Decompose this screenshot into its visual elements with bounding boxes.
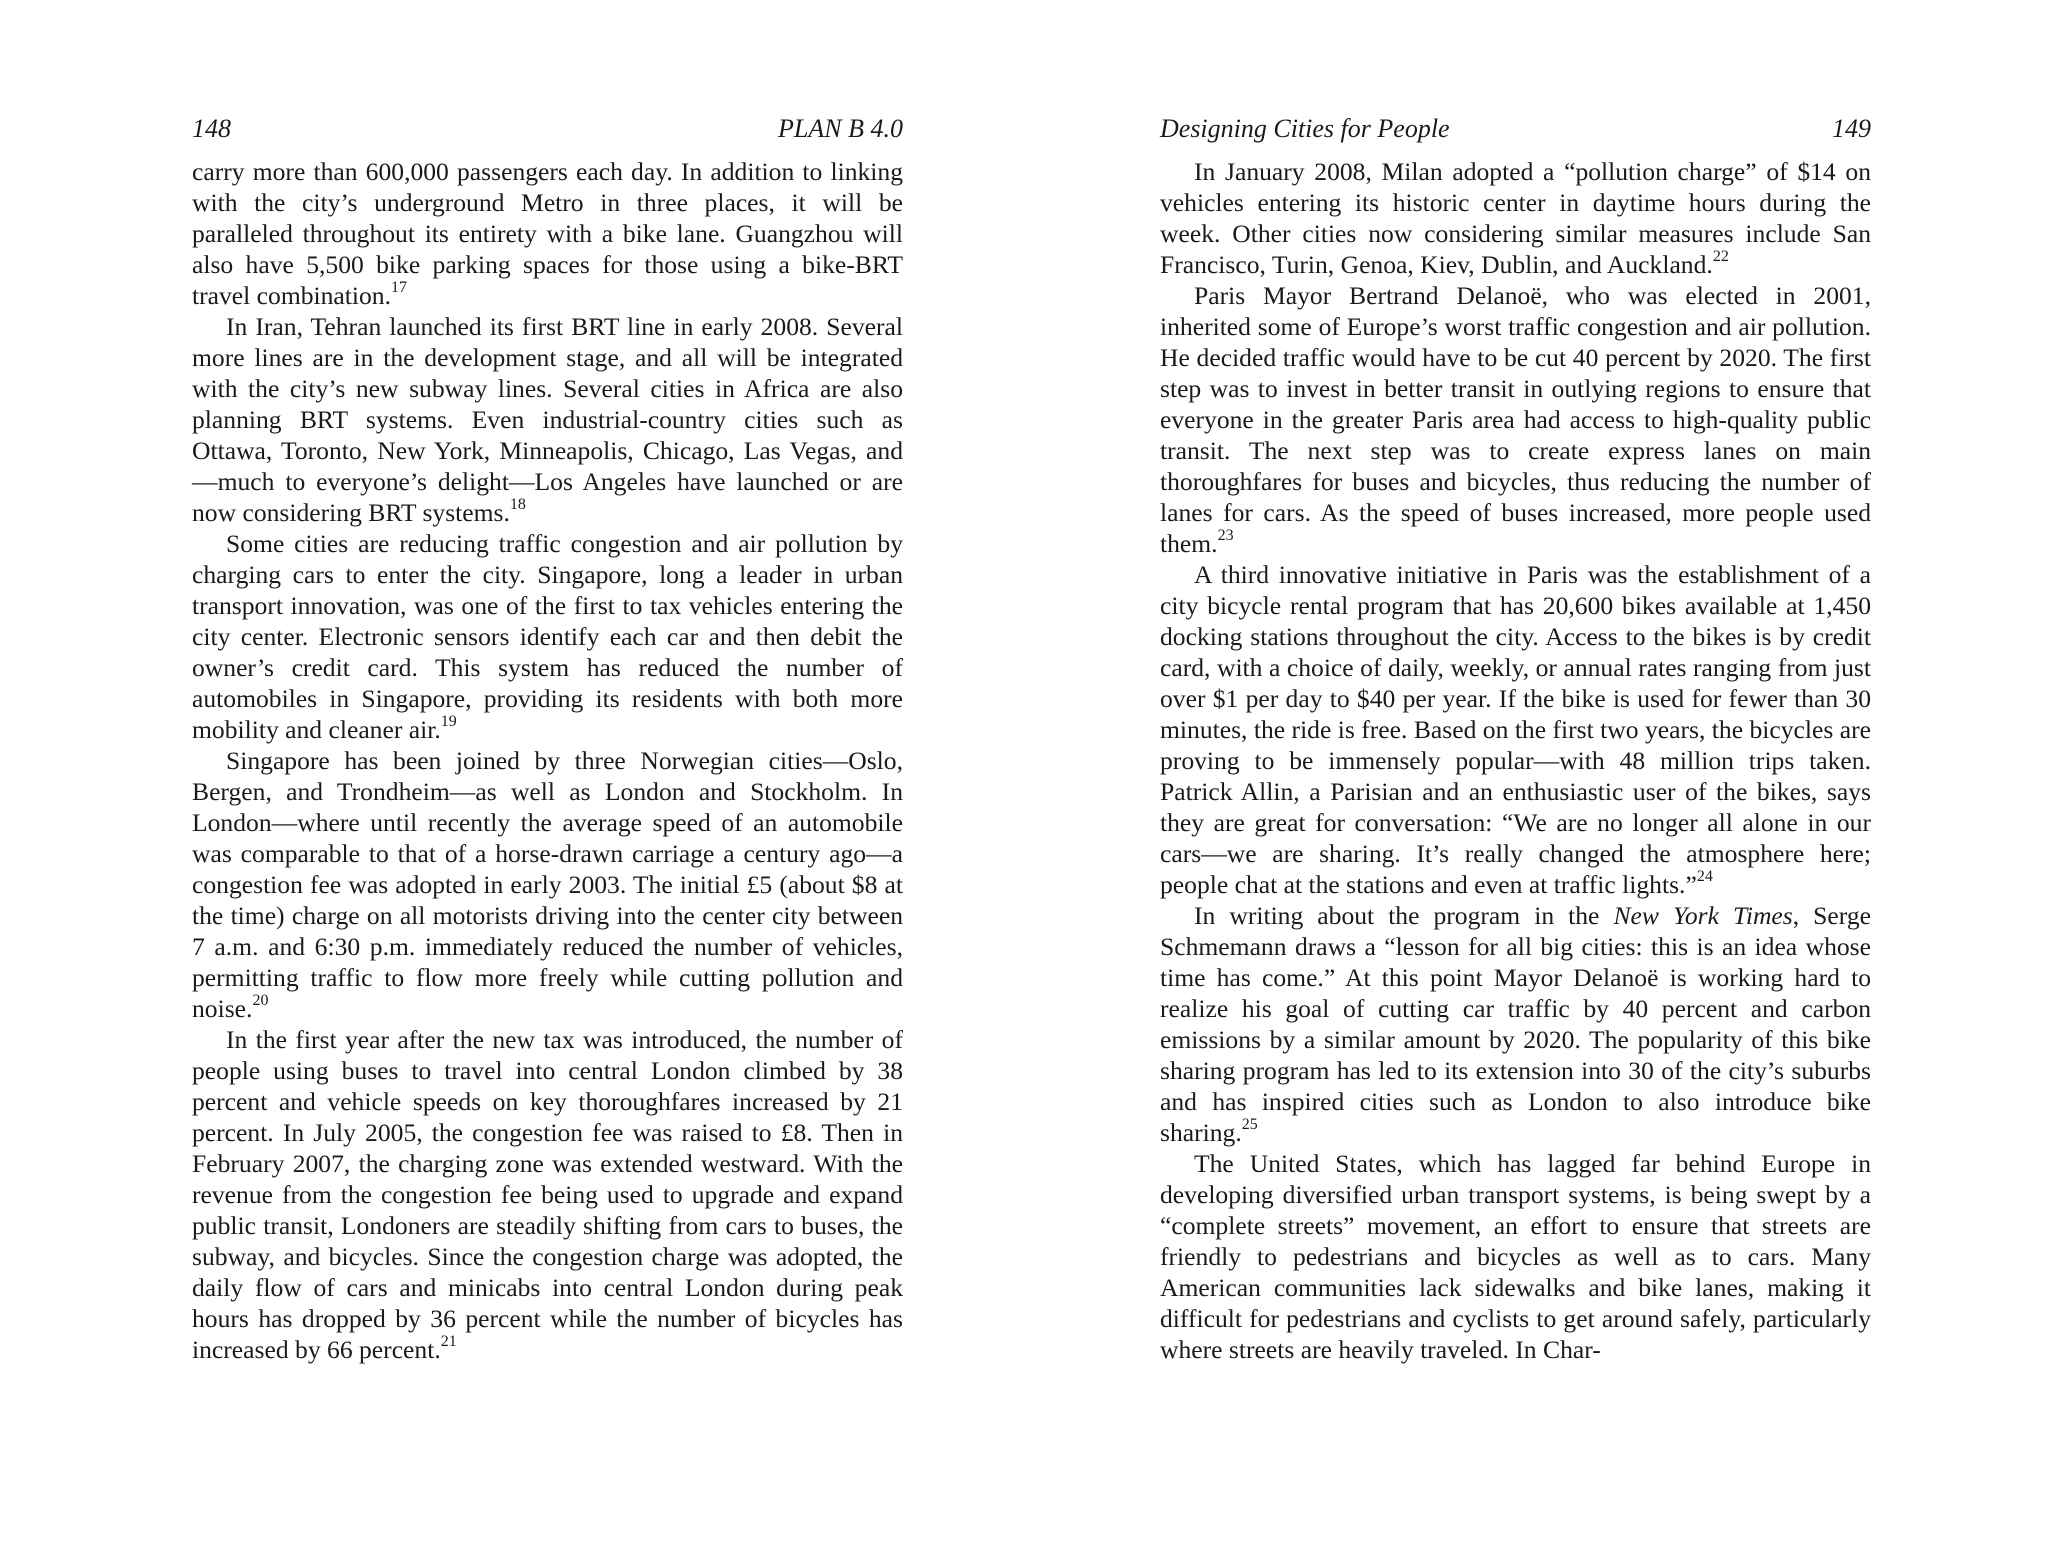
page-number: 149 (1832, 114, 1871, 143)
endnote-ref: 20 (252, 992, 269, 1010)
paragraph (1160, 1148, 1871, 1365)
running-head-title: PLAN B 4.0 (778, 114, 903, 143)
running-head-left (192, 112, 903, 146)
endnote-ref: 18 (509, 496, 526, 514)
endnote-ref: 25 (1241, 1116, 1258, 1134)
left-body-text (192, 156, 903, 1365)
paragraph (1160, 900, 1871, 1148)
paragraph-text: , Serge Schmemann draws a “lesson for all big cities: this is an idea whose time has come.” At this point Mayor Delanoë is working hard to realize his goal of cutting car traffic by 40 percent and carbon emissions by a similar amount by 2020. The popularity of this bike sharing program has led to its extension into 30 of the city’s suburbs and has inspired cities such as London to also introduce bike sharing. (1160, 901, 1871, 1147)
paragraph (192, 528, 903, 745)
paragraph-text: In Iran, Tehran launched its first BRT line in early 2008. Several more lines are in the development stage, and all will be integrated with the city’s new subway lines. Several cities in Africa are also planning BRT systems. Even industrial-country cities such as Ottawa, Toronto, New York, Minneapolis, Chicago, Las Vegas, and—much to everyone’s delight—Los Angeles have launched or are now considering BRT systems. (192, 312, 903, 527)
endnote-ref: 21 (440, 1333, 457, 1351)
paragraph-text: Some cities are reducing traffic congestion and air pollution by charging cars to enter the city. Singapore, long a leader in urban transport innovation, was one of the first to tax vehicles entering the city center. Electronic sensors identify each car and then debit the owner’s credit card. This system has reduced the number of automobiles in Singapore, providing its residents with both more mobility and cleaner air. (192, 529, 903, 744)
paragraph (1160, 559, 1871, 900)
paragraph-text: Singapore has been joined by three Norwegian cities—Oslo, Bergen, and Trondheim—as well as London and Stockholm. In London—where until recently the average speed of an automobile was comparable to that of a horse-drawn carriage a century ago—a congestion fee was adopted in early 2003. The initial £5 (about $8 at the time) charge on all motorists driving into the center city between 7 a.m. and 6:30 p.m. immediately reduced the number of vehicles, permitting traffic to flow more freely while cutting pollution and noise. (192, 746, 903, 1023)
endnote-ref: 17 (391, 279, 408, 297)
endnote-ref: 19 (440, 713, 457, 731)
publication-title: New York Times (1613, 901, 1793, 930)
paragraph (1160, 280, 1871, 559)
paragraph-text: In January 2008, Milan adopted a “pollution charge” of $14 on vehicles entering its historic center in daytime hours during the week. Other cities now considering similar measures include San Francisco, Turin, Genoa, Kiev, Dublin, and Auckland. (1160, 157, 1871, 279)
paragraph (192, 745, 903, 1024)
running-head-right (1160, 112, 1871, 146)
paragraph-text: In the first year after the new tax was introduced, the number of people using buses to travel into central London climbed by 38 percent and vehicle speeds on key thoroughfares increased by 21 percent. In July 2005, the congestion fee was raised to £8. Then in February 2007, the charging zone was extended westward. With the revenue from the congestion fee being used to upgrade and expand public transit, Londoners are steadily shifting from cars to buses, the subway, and bicycles. Since the congestion charge was adopted, the daily flow of cars and minicabs into central London during peak hours has dropped by 36 percent while the number of bicycles has increased by 66 percent. (192, 1025, 903, 1364)
endnote-ref: 22 (1712, 248, 1729, 266)
paragraph (192, 1024, 903, 1365)
page-number: 148 (192, 114, 231, 143)
paragraph (1160, 156, 1871, 280)
running-head-title: Designing Cities for People (1160, 114, 1450, 143)
left-page (192, 112, 903, 1365)
paragraph-text: A third innovative initiative in Paris was the establishment of a city bicycle rental program that has 20,600 bikes available at 1,450 docking stations throughout the city. Access to the bikes is by credit card, with a choice of daily, weekly, or annual rates ranging from just over $1 per day to $40 per year. If the bike is used for fewer than 30 minutes, the ride is free. Based on the first two years, the bicycles are proving to be immensely popular—with 48 million trips taken. Patrick Allin, a Parisian and an enthusiastic user of the bikes, says they are great for conversation: “We are no longer all alone in our cars—we are sharing. It’s really changed the atmosphere here; people chat at the stations and even at traffic lights.” (1160, 560, 1871, 899)
endnote-ref: 24 (1696, 868, 1713, 886)
right-body-text (1160, 156, 1871, 1365)
paragraph-text-lead: In writing about the program in the (1194, 901, 1614, 930)
paragraph-text: Paris Mayor Bertrand Delanoë, who was elected in 2001, inherited some of Europe’s worst traffic congestion and air pollution. He decided traffic would have to be cut 40 percent by 2020. The first step was to invest in better transit in outlying regions to ensure that everyone in the greater Paris area had access to high-quality public transit. The next step was to create express lanes on main thoroughfares for buses and bicycles, thus reducing the number of lanes for cars. As the speed of buses increased, more people used them. (1160, 281, 1871, 558)
paragraph (192, 311, 903, 528)
paragraph (192, 156, 903, 311)
paragraph-text: The United States, which has lagged far behind Europe in developing diversified urban transport systems, is being swept by a “complete streets” movement, an effort to ensure that streets are friendly to pedestrians and bicycles as well as to cars. Many American communities lack sidewalks and bike lanes, making it difficult for pedestrians and cyclists to get around safely, particularly where streets are heavily traveled. In Char- (1160, 1149, 1871, 1364)
right-page (1160, 112, 1871, 1365)
paragraph-text: carry more than 600,000 passengers each day. In addition to linking with the city’s underground Metro in three places, it will be paralleled throughout its entirety with a bike lane. Guangzhou will also have 5,500 bike parking spaces for those using a bike-BRT travel combination. (192, 157, 903, 310)
endnote-ref: 23 (1217, 527, 1234, 545)
